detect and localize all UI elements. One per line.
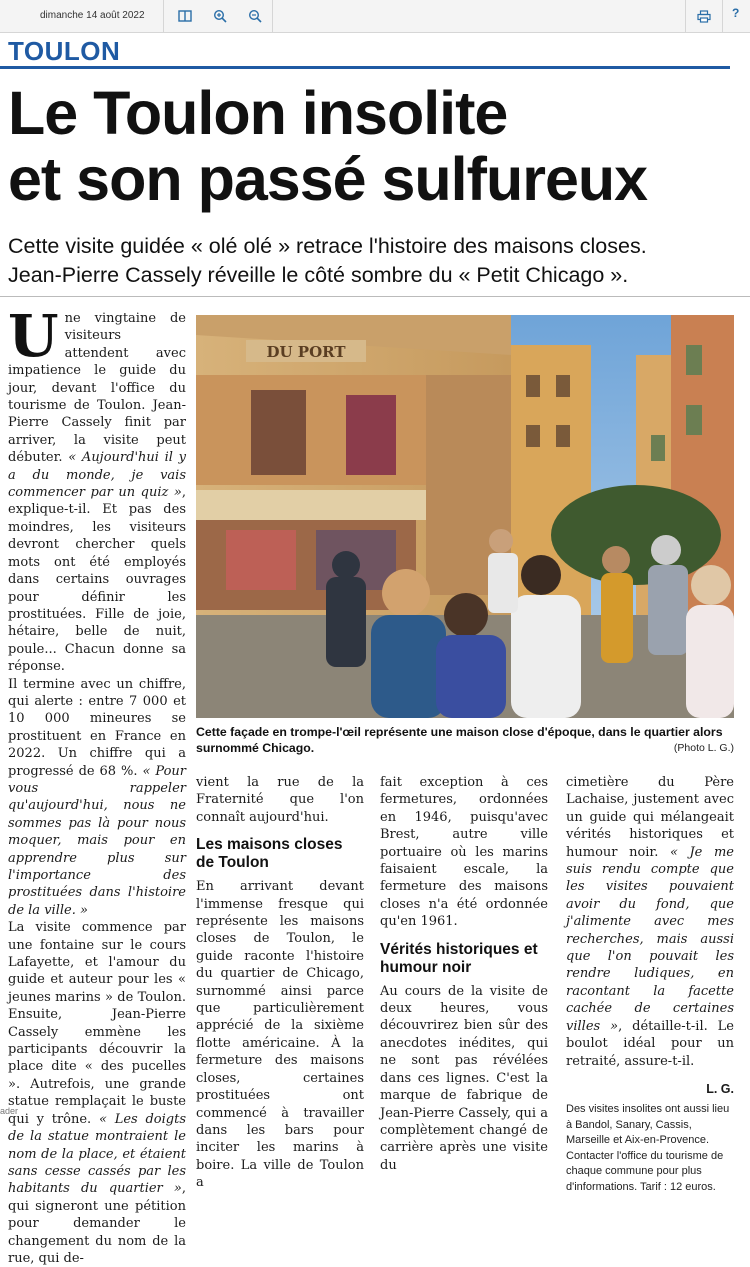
sign-text: DU PORT (266, 343, 346, 361)
article-column-4 (566, 774, 734, 1195)
subheading: Vérités historiques et humour noir (380, 940, 538, 976)
quote: « Aujourd'hui il y a du monde, je vais commencer par un quiz » (8, 450, 187, 501)
toolbar-separator (722, 0, 723, 33)
viewer-footer-label: ader (0, 1106, 19, 1116)
header-divider (0, 296, 750, 297)
toolbar-separator (272, 0, 273, 33)
viewer-toolbar (0, 0, 750, 33)
paragraph: Au cours de la visite de deux heures, vous découvrirez bien sûr des anecdotes inédites, qui ne sont pas révélées dans ces lignes. C'est la marque de fabrique de Jean-Pierre Cassely, qui a complètement changé de carrière après une visite du (380, 983, 548, 1173)
paragraph: , qui signeront une pétition pour demander le changement du nom de la rue, qui de- (8, 1181, 186, 1266)
info-box: Des visites insolites ont aussi lieu à Bandol, Sanary, Cassis, Marseille et Aix-en-Provence. Contacter l'office du tourisme de chaque commune pour plus d'informations. Tarif : 12 euros. (566, 1102, 730, 1193)
paragraph: cimetière du Père Lachaise, justement avec un guide qui mélangeait vérités historiques et humour noir. (566, 775, 734, 860)
article-photo (196, 315, 734, 718)
photo-caption: Cette façade en trompe-l'œil représente une maison close d'époque, dans le quartier alors surnommé Chicago. (196, 725, 723, 755)
section-label: TOULON (8, 36, 121, 66)
quote: « Pour vous rappeler qu'aujourd'hui, nous ne sommes pas là pour nous moquer, mais pour en apprendre plus sur l'importance des prostituées dans l'histoire de la ville. » (8, 763, 186, 918)
quote: « Les doigts de la statue montraient le nom de la place, et étaient sans cesse cassés par les habitants du quartier » (8, 1111, 186, 1197)
page-layout-icon[interactable] (174, 6, 196, 26)
article-column-1 (8, 302, 187, 1267)
paragraph: vient la rue de la Fraternité que l'on connaît aujourd'hui. (196, 775, 364, 825)
paragraph: , détaille-t-il. Le boulot idéal pour un retraité, assure-t-il. (566, 1018, 734, 1069)
issue-date: dimanche 14 août 2022 (40, 10, 145, 21)
headline-line: et son passé sulfureux (8, 145, 648, 213)
drop-cap: U (8, 302, 59, 370)
zoom-out-icon[interactable] (244, 6, 266, 26)
paragraph: , explique-t-il. Et pas des moindres, les visiteurs devront chercher quels mots ont été employés dans certains ouvrages pour définir les prostituées. Fille de joie, hétaire, belle de nuit, poule... Chacun donne sa réponse. (8, 485, 186, 675)
zoom-in-icon[interactable] (209, 6, 231, 26)
paragraph: La visite commence par une fontaine sur le cours Lafayette, et l'amour du guide et auteur pour les « jeunes marins » de Toulon. Ensuite, Jean-Pierre Cassely emmène les participants découvrir la place dite « des pucelles ». Autrefois, une grande statue remplaçait le buste qui y trône. (8, 920, 186, 1127)
subheadline-line: Jean-Pierre Cassely réveille le côté sombre du « Petit Chicago ». (8, 263, 629, 287)
toolbar-separator (163, 0, 164, 33)
subheadline-line: Cette visite guidée « olé olé » retrace l'histoire des maisons closes. (8, 234, 647, 258)
article-column-3 (380, 774, 548, 1174)
quote: « Je me suis rendu compte que les visites pouvaient avoir du fond, que j'alimente avec mes recherches, mais aussi que l'on pouvait les rendre ludiques, en racontant la facette cachée de certaines villes » (566, 844, 734, 1034)
paragraph: Il termine avec un chiffre, qui alerte : entre 7 000 et 10 000 mineures se prostituent en France en 2022. Un chiffre qui a progressé de 68 %. (8, 676, 186, 779)
section-rule (0, 66, 730, 69)
paragraph: fait exception à ces fermetures, ordonnées en 1946, puisqu'avec Brest, autre ville portuaire où les marins faisaient escale, la fermeture des maisons closes n'a été ordonnée qu'en 1961. (380, 775, 548, 930)
subheadline (8, 232, 750, 290)
toolbar-separator (685, 0, 686, 33)
photo-credit: (Photo L. G.) (673, 742, 734, 754)
help-icon[interactable]: ? (732, 6, 740, 20)
headline (8, 80, 743, 212)
article-column-2 (196, 774, 364, 1192)
headline-line: Le Toulon insolite (8, 79, 508, 147)
subheading: Les maisons closes de Toulon (196, 836, 343, 872)
paragraph: ne vingtaine de visiteurs attendent avec impatience le guide du jour, devant l'office du tourisme de Toulon. Jean-Pierre Cassely finit par arriver, la visite peut débuter. (8, 311, 186, 466)
author-signature: L. G. (706, 1081, 734, 1096)
print-icon[interactable] (693, 6, 715, 26)
paragraph: En arrivant devant l'immense fresque qui représente les maisons closes de Toulon, le guide raconte l'histoire du quartier de Chicago, surnommé ainsi parce que particulièrement apprécié de la sixième flotte américaine. À la fermeture des maisons closes, certaines prostituées ont commencé à travailler dans les bars pour inciter les marins à boire. La ville de Toulon a (196, 879, 364, 1191)
street-scene-image (196, 315, 734, 718)
